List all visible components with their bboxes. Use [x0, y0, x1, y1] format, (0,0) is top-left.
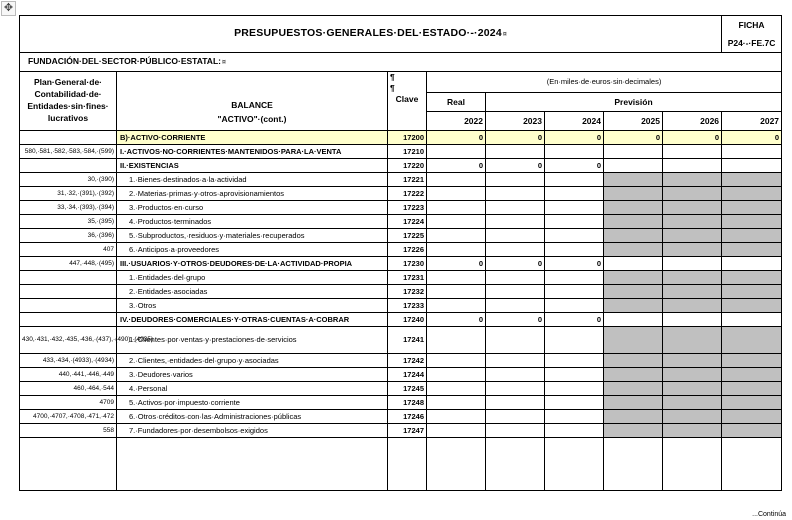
value-cell[interactable]: [486, 396, 545, 410]
value-cell[interactable]: [427, 299, 486, 313]
value-cell[interactable]: [486, 368, 545, 382]
blank-cell: [486, 438, 545, 491]
value-cell[interactable]: [663, 215, 722, 229]
balance-item-label: 3.·Productos·en·curso: [117, 201, 388, 215]
balance-item-label: IV.·DEUDORES·COMERCIALES·Y·OTRAS·CUENTAS·A·COBRAR: [117, 313, 388, 327]
plan-code-cell: 30,·(390): [20, 173, 117, 187]
value-cell[interactable]: [663, 285, 722, 299]
blank-cell: [20, 438, 117, 491]
ficha-label: FICHA: [738, 20, 765, 30]
value-cell[interactable]: [722, 424, 782, 438]
value-cell[interactable]: [722, 215, 782, 229]
value-cell[interactable]: [486, 243, 545, 257]
value-cell[interactable]: [663, 145, 722, 159]
balance-item-label: B)·ACTIVO·CORRIENTE: [117, 131, 388, 145]
plan-code-cell: 36,·(396): [20, 229, 117, 243]
blank-cell: [388, 438, 427, 491]
value-cell[interactable]: [604, 368, 663, 382]
value-cell[interactable]: [722, 327, 782, 354]
table-row: [20, 215, 782, 229]
value-cell[interactable]: [722, 299, 782, 313]
value-cell[interactable]: [486, 299, 545, 313]
balance-title: BALANCE: [231, 100, 273, 110]
value-cell[interactable]: [722, 257, 782, 271]
value-cell[interactable]: 0: [427, 131, 486, 145]
value-cell[interactable]: [427, 201, 486, 215]
value-cell[interactable]: [545, 410, 604, 424]
plan-code-cell: 447,·448,·(495): [20, 257, 117, 271]
blank-cell: [427, 438, 486, 491]
table-row: [20, 410, 782, 424]
value-cell[interactable]: 0: [486, 257, 545, 271]
clave-cell: 17221: [388, 173, 427, 187]
plan-code-cell: 31,·32,·(391),·(392): [20, 187, 117, 201]
clave-cell: 17245: [388, 382, 427, 396]
clave-cell: 17222: [388, 187, 427, 201]
value-cell[interactable]: [545, 424, 604, 438]
plan-code-cell: [20, 313, 117, 327]
clave-cell: 17241: [388, 327, 427, 354]
value-cell[interactable]: [427, 229, 486, 243]
clave-cell: 17224: [388, 215, 427, 229]
balance-item-label: 1.·Bienes·destinados·a·la·actividad: [117, 173, 388, 187]
value-cell[interactable]: [427, 396, 486, 410]
value-cell[interactable]: [604, 201, 663, 215]
value-cell[interactable]: 0: [427, 159, 486, 173]
value-cell[interactable]: 0: [486, 313, 545, 327]
value-cell[interactable]: [722, 382, 782, 396]
value-cell[interactable]: [545, 354, 604, 368]
clave-cell: 17225: [388, 229, 427, 243]
table-row: [20, 368, 782, 382]
plan-code-cell: 35,·(395): [20, 215, 117, 229]
table-row: [20, 396, 782, 410]
plan-general-header: Plan·General·de· Contabilidad·de· Entidades·sin·fines· lucrativos: [20, 72, 117, 131]
balance-item-label: 3.·Deudores·varios: [117, 368, 388, 382]
value-cell[interactable]: [604, 243, 663, 257]
balance-header: [117, 72, 388, 131]
plan-code-cell: 33,·34,·(393),·(394): [20, 201, 117, 215]
value-cell[interactable]: [604, 187, 663, 201]
value-cell[interactable]: [663, 410, 722, 424]
table-row: [20, 424, 782, 438]
balance-item-label: 4.·Productos·terminados: [117, 215, 388, 229]
value-cell[interactable]: [427, 187, 486, 201]
blank-cell: [663, 438, 722, 491]
value-cell[interactable]: 0: [486, 159, 545, 173]
value-cell[interactable]: [427, 368, 486, 382]
value-cell[interactable]: [427, 145, 486, 159]
table-row: [20, 201, 782, 215]
value-cell[interactable]: [722, 145, 782, 159]
value-cell[interactable]: [486, 424, 545, 438]
clave-cell: 17246: [388, 410, 427, 424]
plan-code-cell: [20, 131, 117, 145]
value-cell[interactable]: 0: [545, 313, 604, 327]
balance-item-label: 7.·Fundadores·por·desembolsos·exigidos: [117, 424, 388, 438]
value-cell[interactable]: [545, 145, 604, 159]
value-cell[interactable]: [663, 354, 722, 368]
continues-note: ...Continúa: [752, 511, 786, 518]
value-cell[interactable]: [545, 243, 604, 257]
value-cell[interactable]: [722, 229, 782, 243]
plan-code-cell: 558: [20, 424, 117, 438]
value-cell[interactable]: 0: [722, 131, 782, 145]
plan-code-cell: [20, 299, 117, 313]
value-cell[interactable]: [604, 354, 663, 368]
value-cell[interactable]: [486, 215, 545, 229]
value-cell[interactable]: [545, 327, 604, 354]
ficha-box: [722, 16, 782, 53]
table-row: [20, 271, 782, 285]
clave-header: ¶ ¶ Clave: [388, 72, 427, 131]
value-cell[interactable]: [427, 215, 486, 229]
table-row: [20, 159, 782, 173]
value-cell[interactable]: [663, 327, 722, 354]
table-move-handle-icon[interactable]: ✥: [1, 1, 16, 16]
units-note: (En·miles·de·euros·sin·decimales): [427, 72, 782, 93]
value-cell[interactable]: 0: [604, 131, 663, 145]
value-cell[interactable]: [722, 354, 782, 368]
value-cell[interactable]: [604, 313, 663, 327]
value-cell[interactable]: [486, 382, 545, 396]
balance-item-label: 1.·Entidades·del·grupo: [117, 271, 388, 285]
value-cell[interactable]: [663, 159, 722, 173]
year-header: 2025: [604, 112, 663, 131]
clave-cell: 17232: [388, 285, 427, 299]
value-cell[interactable]: [722, 243, 782, 257]
value-cell[interactable]: [545, 368, 604, 382]
value-cell[interactable]: [604, 257, 663, 271]
value-cell[interactable]: [427, 354, 486, 368]
table-row: [20, 257, 782, 271]
clave-cell: 17240: [388, 313, 427, 327]
value-cell[interactable]: [722, 396, 782, 410]
value-cell[interactable]: [486, 145, 545, 159]
value-cell[interactable]: [663, 271, 722, 285]
table-row: [20, 145, 782, 159]
value-cell[interactable]: [604, 173, 663, 187]
value-cell[interactable]: [663, 396, 722, 410]
balance-item-label: 2.·Materias·primas·y·otros·aprovisionamientos: [117, 187, 388, 201]
value-cell[interactable]: 0: [663, 131, 722, 145]
balance-subtitle: "ACTIVO"·(cont.): [217, 114, 287, 124]
clave-cell: 17226: [388, 243, 427, 257]
value-cell[interactable]: [604, 285, 663, 299]
value-cell[interactable]: [545, 201, 604, 215]
blank-cell: [117, 438, 388, 491]
value-cell[interactable]: [722, 173, 782, 187]
value-cell[interactable]: [486, 187, 545, 201]
value-cell[interactable]: [427, 243, 486, 257]
budget-sheet: [19, 15, 782, 491]
year-header: 2022: [427, 112, 486, 131]
value-cell[interactable]: [722, 159, 782, 173]
value-cell[interactable]: [604, 271, 663, 285]
value-cell[interactable]: [663, 173, 722, 187]
balance-item-label: I.·ACTIVOS·NO·CORRIENTES·MANTENIDOS·PARA·LA·VENTA: [117, 145, 388, 159]
value-cell[interactable]: [545, 299, 604, 313]
value-cell[interactable]: [663, 187, 722, 201]
value-cell[interactable]: [427, 285, 486, 299]
blank-row: [20, 438, 782, 491]
value-cell[interactable]: [486, 271, 545, 285]
value-cell[interactable]: [722, 410, 782, 424]
value-cell[interactable]: [486, 173, 545, 187]
value-cell[interactable]: [545, 215, 604, 229]
plan-code-cell: [20, 271, 117, 285]
plan-code-cell: [20, 159, 117, 173]
real-label: Real: [427, 93, 486, 112]
value-cell[interactable]: [604, 215, 663, 229]
table-row: [20, 243, 782, 257]
value-cell[interactable]: [722, 313, 782, 327]
value-cell[interactable]: [545, 396, 604, 410]
value-cell[interactable]: [427, 410, 486, 424]
clave-cell: 17220: [388, 159, 427, 173]
value-cell[interactable]: [545, 382, 604, 396]
table-row: [20, 131, 782, 145]
value-cell[interactable]: [663, 382, 722, 396]
plan-code-cell: [20, 285, 117, 299]
blank-cell: [604, 438, 663, 491]
value-cell[interactable]: [427, 327, 486, 354]
plan-code-cell: 4700,·4707,·4708,·471,·472: [20, 410, 117, 424]
prevision-label: Previsión: [486, 93, 782, 112]
value-cell[interactable]: [663, 368, 722, 382]
plan-code-cell: 580,·581,·582,·583,·584,·(599): [20, 145, 117, 159]
balance-item-label: 6.·Otros·créditos·con·las·Administraciones·públicas: [117, 410, 388, 424]
ficha-code: P24·-·FE.7C: [727, 38, 776, 48]
table-row: [20, 187, 782, 201]
value-cell[interactable]: [486, 327, 545, 354]
value-cell[interactable]: [427, 173, 486, 187]
value-cell[interactable]: [486, 229, 545, 243]
value-cell[interactable]: [545, 229, 604, 243]
plan-code-cell: 433,·434,·(4933),·(4934): [20, 354, 117, 368]
value-cell[interactable]: [486, 285, 545, 299]
table-row: [20, 313, 782, 327]
clave-cell: 17248: [388, 396, 427, 410]
value-cell[interactable]: [604, 145, 663, 159]
value-cell[interactable]: [486, 410, 545, 424]
value-cell[interactable]: [604, 410, 663, 424]
value-cell[interactable]: [604, 424, 663, 438]
year-header: 2024: [545, 112, 604, 131]
value-cell[interactable]: [663, 424, 722, 438]
table-row: [20, 354, 782, 368]
table-row: [20, 285, 782, 299]
plan-code-cell: 407: [20, 243, 117, 257]
value-cell[interactable]: 0: [427, 257, 486, 271]
value-cell[interactable]: 0: [545, 131, 604, 145]
balance-item-label: 5.·Subproductos,·residuos·y·materiales·recuperados: [117, 229, 388, 243]
entity-name: FUNDACIÓN·DEL·SECTOR·PÚBLICO·ESTATAL:¤: [20, 53, 782, 72]
balance-item-label: II.·EXISTENCIAS: [117, 159, 388, 173]
value-cell[interactable]: [604, 229, 663, 243]
table-row: [20, 299, 782, 313]
value-cell[interactable]: [663, 201, 722, 215]
clave-cell: 17233: [388, 299, 427, 313]
value-cell[interactable]: [722, 271, 782, 285]
value-cell[interactable]: [545, 271, 604, 285]
balance-item-label: 3.·Otros: [117, 299, 388, 313]
balance-item-label: 5.·Activos·por·impuesto·corriente: [117, 396, 388, 410]
plan-code-cell: 430,·431,·432,·435,·436,·(437),·(490),·(4935): [20, 327, 117, 354]
value-cell[interactable]: [545, 173, 604, 187]
balance-item-label: 1.·Clientes·por·ventas·y·prestaciones·de·servicios: [117, 327, 388, 354]
plan-code-cell: 440,·441,·446,·449: [20, 368, 117, 382]
clave-cell: 17200: [388, 131, 427, 145]
value-cell[interactable]: 0: [545, 159, 604, 173]
balance-item-label: 2.·Clientes,·entidades·del·grupo·y·asociadas: [117, 354, 388, 368]
value-cell[interactable]: [722, 187, 782, 201]
value-cell[interactable]: [604, 396, 663, 410]
value-cell[interactable]: [427, 271, 486, 285]
value-cell[interactable]: [604, 159, 663, 173]
value-cell[interactable]: [663, 257, 722, 271]
value-cell[interactable]: [604, 299, 663, 313]
value-cell[interactable]: [663, 299, 722, 313]
table-row: [20, 173, 782, 187]
clave-cell: 17231: [388, 271, 427, 285]
clave-cell: 17223: [388, 201, 427, 215]
value-cell[interactable]: [722, 201, 782, 215]
balance-item-label: 2.·Entidades·asociadas: [117, 285, 388, 299]
value-cell[interactable]: [663, 229, 722, 243]
clave-cell: 17210: [388, 145, 427, 159]
balance-item-label: III.·USUARIOS·Y·OTROS·DEUDORES·DE·LA·ACTIVIDAD·PROPIA: [117, 257, 388, 271]
blank-cell: [545, 438, 604, 491]
plan-code-cell: 460,·464,·544: [20, 382, 117, 396]
balance-item-label: 4.·Personal: [117, 382, 388, 396]
value-cell[interactable]: [427, 424, 486, 438]
table-row: [20, 382, 782, 396]
value-cell[interactable]: 0: [545, 257, 604, 271]
value-cell[interactable]: [663, 313, 722, 327]
year-header: 2027: [722, 112, 782, 131]
value-cell[interactable]: [427, 382, 486, 396]
clave-cell: 17242: [388, 354, 427, 368]
value-cell[interactable]: [545, 187, 604, 201]
document-title: PRESUPUESTOS·GENERALES·DEL·ESTADO·-·2024¤: [20, 16, 722, 53]
value-cell[interactable]: [604, 327, 663, 354]
value-cell[interactable]: [604, 382, 663, 396]
table-row: [20, 327, 782, 354]
value-cell[interactable]: [486, 201, 545, 215]
value-cell[interactable]: [663, 243, 722, 257]
table-row: [20, 229, 782, 243]
value-cell[interactable]: 0: [427, 313, 486, 327]
blank-cell: [722, 438, 782, 491]
clave-cell: 17244: [388, 368, 427, 382]
year-header: 2026: [663, 112, 722, 131]
value-cell[interactable]: [722, 368, 782, 382]
value-cell[interactable]: [486, 354, 545, 368]
value-cell[interactable]: [722, 285, 782, 299]
year-header: 2023: [486, 112, 545, 131]
clave-cell: 17230: [388, 257, 427, 271]
balance-item-label: 6.·Anticipos·a·proveedores: [117, 243, 388, 257]
value-cell[interactable]: 0: [486, 131, 545, 145]
clave-cell: 17247: [388, 424, 427, 438]
plan-code-cell: 4709: [20, 396, 117, 410]
value-cell[interactable]: [545, 285, 604, 299]
